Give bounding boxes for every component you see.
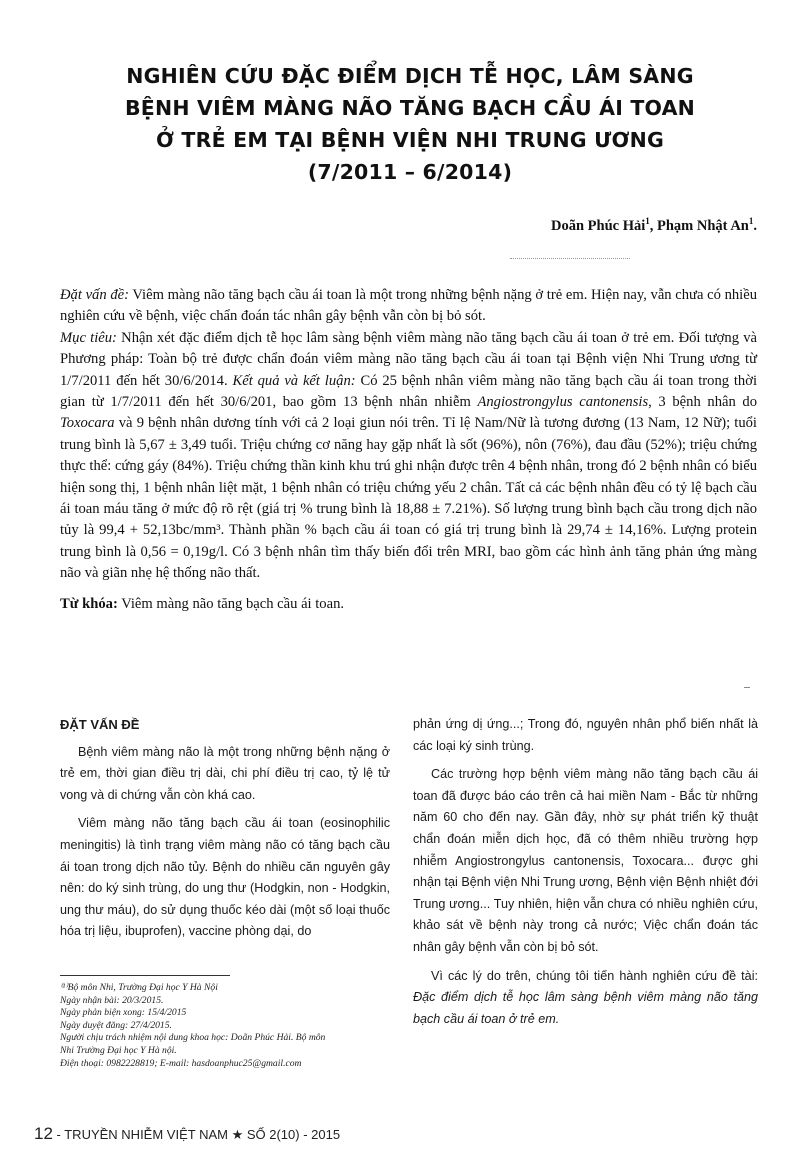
author-1: Doãn Phúc Hải [551,217,646,234]
footnote-contact: Điện thoại: 0982228819; E-mail: hasdoanphuc25@gmail.com [60,1057,302,1069]
background-label: Đặt vấn đề: [60,287,129,303]
objective-label: Mục tiêu: [60,329,117,346]
footnote-affiliation: ⁽¹⁾Bộ môn Nhi, Trường Đại học Y Hà Nội [60,982,218,993]
title-line-4: (7/2011 – 6/2014) [307,160,513,184]
paragraph: Các trường hợp bệnh viêm màng não tăng bạch cầu ái toan đã được báo cáo trên cả hai miền Nam - Bắc từ những năm 60 cho đến nay. Gần đây, nhờ sự phát triển kỹ thuật chẩn đoán miễn dịch học, đã có thêm nhiều trường hợp nhiễm Angiostrongylus cantonensis, Toxocara... được ghi nhận tại Bệnh viện Nhi Trung ương, Bệnh viện Bệnh nhiệt đới Trung ương... Tuy nhiên, hiện vẫn chưa có nhiều nghiên cứu, khảo sát về bệnh này trong cả nước; Việc chẩn đoán tác nhân gây bệnh vẫn còn bị bỏ sót. [413,767,758,954]
section-heading: ĐẶT VẤN ĐỀ [60,717,140,732]
journal-name: - TRUYỀN NHIỄM VIỆT NAM ★ SỐ 2(10) - 2015 [52,1127,341,1142]
author-line [551,216,757,235]
left-column [60,714,390,950]
title-line-3: Ở TRẺ EM TẠI BỆNH VIỆN NHI TRUNG ƯƠNG [155,128,664,152]
background-text: Viêm màng não tăng bạch cầu ái toan là một trong những bệnh nặng ở trẻ em. Hiện nay, vẫn chưa có nhiều nghiên cứu về bệnh, việc chẩn đoán tác nhân gây bệnh vẫn còn bị bỏ sót. [60,287,757,325]
separator-dots [510,258,630,259]
paragraph: Viêm màng não tăng bạch cầu ái toan (eosinophilic meningitis) là tình trạng viêm màng não có tăng bạch cầu ái toan trong dịch não tủy. Bệnh do nhiều căn nguyên gây nên: do ký sinh trùng, do ung thư (Hodgkin, non - Hodgkin, ung thư máu), do sử dụng thuốc kéo dài (một số loại thuốc hóa trị liệu, ibuprofen), vaccine phòng dại, do [60,816,390,939]
results-text-3: và 9 bệnh nhân dương tính với cả 2 loại giun nói trên. Tỉ lệ Nam/Nữ là tương đương (13 Nam, 12 Nữ); tuổi trung bình là 5,67 ± 3,49 tuổi. Triệu chứng cơ năng hay gặp nhất là sốt (96%), nôn (76%), đau đầu (52%); triệu chứng thực thể: cứng gáy (84%). Triệu chứng thần kinh khu trú ghi nhận được trên 4 bệnh nhân, trong đó 2 bệnh nhân có biểu hiện song thị, 1 bệnh nhân liệt mặt, 1 bệnh nhân có triệu chứng yếu 2 chân. Tất cả các bệnh nhân đều có tỷ lệ bạch cầu ái toan máu tăng ở mức độ rõ rệt (giá trị % trung bình là 18,88 ± 7.21%). Số lượng trung bình bạch cầu trong dịch não tủy là 99,4 + 52,13bc/mm³. Thành phần % bạch cầu ái toan có giá trị trung bình là 29,74 ± 14,16%. Lượng protein trung bình là 0,56 = 0,19g/l. Có 3 bệnh nhân tìm thấy biến đổi trên MRI, bao gồm các hình ảnh tăng phản ứng màng não và giãn nhẹ hệ thống não thất. [60,415,757,582]
right-column [413,714,758,1037]
footnote-accepted: Ngày duyệt đăng: 27/4/2015. [60,1019,172,1031]
species-toxocara: Toxocara [60,415,115,432]
keywords-text: Viêm màng não tăng bạch cầu ái toan. [117,595,345,612]
page-footer [34,1124,340,1144]
margin-mark [744,687,750,688]
author-1-affiliation: 1 [645,216,650,226]
footnote-received: Ngày nhận bài: 20/3/2015. [60,994,164,1006]
author-end: . [753,217,757,234]
paragraph-text: Vì các lý do trên, chúng tôi tiến hành nghiên cứu đề tài: [431,968,758,983]
footnote-responsible-cont: Nhi Trường Đại học Y Hà nội. [60,1044,177,1056]
title-line-1: NGHIÊN CỨU ĐẶC ĐIỂM DỊCH TỄ HỌC, LÂM SÀNG [126,64,694,88]
footnotes [60,982,400,1070]
page-number: 12 [34,1124,53,1143]
paragraph [413,966,758,1031]
study-title-italic: Đặc điểm dịch tễ học lâm sàng bệnh viêm màng não tăng bạch cầu ái toan ở trẻ em. [413,990,758,1026]
results-text-1: Có 25 bệnh nhân viêm màng não tăng bạch cầu ái toan trong thời gian từ 1/7/2011 đến hết 30/6/201, bao gồm 13 bệnh nhân nhiễm [60,372,758,411]
keywords [60,594,757,615]
paragraph: phản ứng dị ứng...; Trong đó, nguyên nhân phổ biến nhất là các loại ký sinh trùng. [413,717,758,753]
objective-text: Nhận xét đặc điểm dịch tễ học lâm sàng bệnh viêm màng não tăng bạch cầu ái toan ở trẻ em. Đối tượng và Phương pháp: Toàn bộ trẻ được chẩn đoán viêm màng não tăng bạch cầu ái toan tại Bệnh viện Nhi Trung ương từ 1/7/2011 đến hết 30/6/2014. [60,329,758,389]
abstract [60,285,757,615]
footnote-responsible: Người chịu trách nhiệm nội dung khoa học: Doãn Phúc Hải. Bộ môn [60,1032,326,1044]
results-label: Kết quả và kết luận: [232,372,356,389]
author-separator: , [649,217,658,234]
title-line-2: BỆNH VIÊM MÀNG NÃO TĂNG BẠCH CẦU ÁI TOAN [124,96,696,120]
author-2-affiliation: 1 [748,216,754,226]
author-2: Phạm Nhật An [657,217,749,234]
footnote-rule [60,975,230,976]
article-title [120,60,700,188]
species-angiostrongylus: Angiostrongylus cantonensis [477,394,649,411]
abstract-body [60,285,757,585]
footnote-reviewed: Ngày phản biện xong: 15/4/2015 [60,1007,187,1019]
results-text-2: , 3 bệnh nhân do [648,394,757,411]
paragraph: Bệnh viêm màng não là một trong những bệnh nặng ở trẻ em, thời gian điều trị dài, chi phí điều trị cao, tỷ lệ tử vong và di chứng vẫn còn khá cao. [60,744,390,802]
keywords-label: Từ khóa: [60,595,118,612]
